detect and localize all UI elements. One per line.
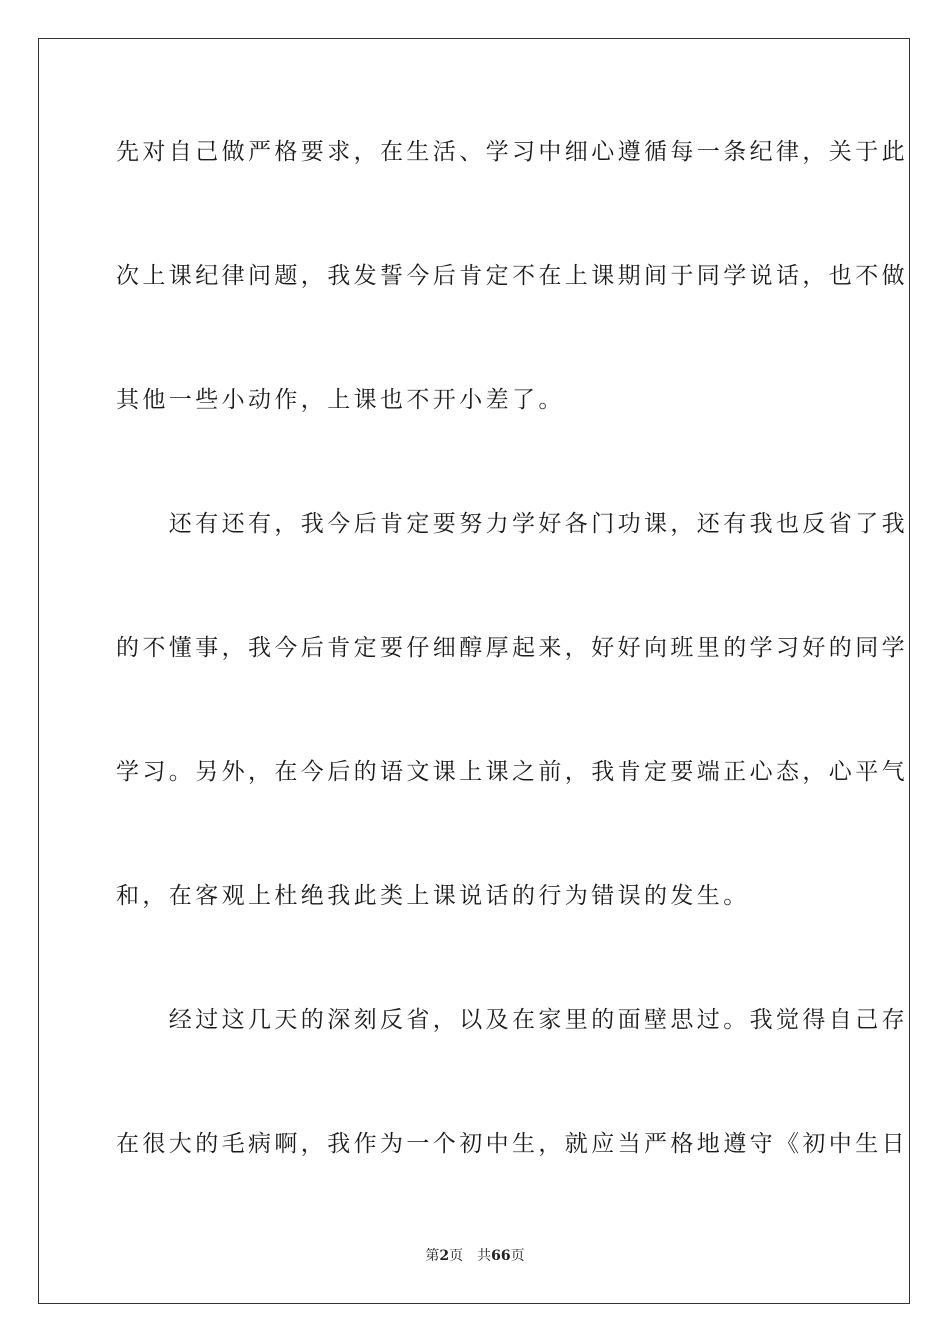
total-prefix: 共 xyxy=(477,1248,492,1264)
text-line-1: 先对自己做严格要求，在生活、学习中细心遵循每一条纪律，关于此 xyxy=(116,139,908,165)
text-line-3: 其他一些小动作，上课也不开小差了。 xyxy=(116,387,565,413)
page-suffix: 页 xyxy=(449,1248,464,1264)
total-pages: 66 xyxy=(491,1248,511,1264)
text-line-2: 次上课纪律问题，我发誓今后肯定不在上课期间于同学说话，也不做 xyxy=(116,263,908,289)
text-line-6: 学习。另外，在今后的语文课上课之前，我肯定要端正心态，心平气 xyxy=(116,759,908,785)
total-suffix: 页 xyxy=(510,1248,525,1264)
page-footer xyxy=(0,1246,950,1266)
page-prefix: 第 xyxy=(425,1248,440,1264)
page-number: 2 xyxy=(439,1248,450,1264)
text-line-7: 和，在客观上杜绝我此类上课说话的行为错误的发生。 xyxy=(116,883,750,909)
text-line-8: 经过这几天的深刻反省，以及在家里的面壁思过。我觉得自己存 xyxy=(116,1007,908,1033)
text-line-4: 还有还有，我今后肯定要努力学好各门功课，还有我也反省了我 xyxy=(116,511,908,537)
page-border xyxy=(38,38,910,1304)
text-line-9: 在很大的毛病啊，我作为一个初中生，就应当严格地遵守《初中生日 xyxy=(116,1131,908,1157)
text-line-5: 的不懂事，我今后肯定要仔细醇厚起来，好好向班里的学习好的同学 xyxy=(116,635,908,661)
